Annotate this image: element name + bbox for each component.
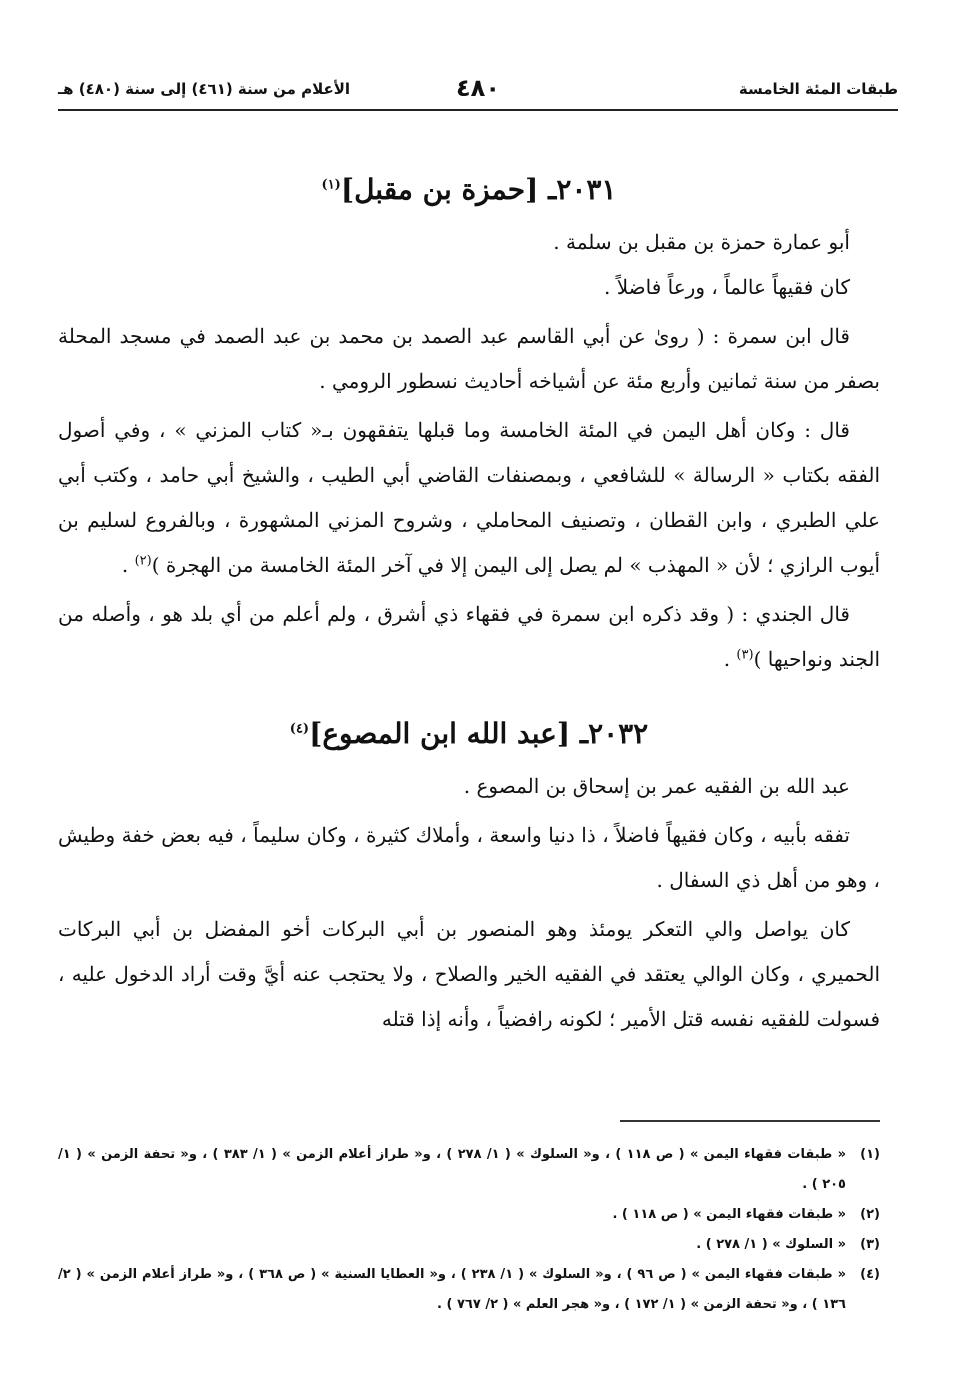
footnote-number: (٤)	[860, 1267, 880, 1282]
paragraph: كان يواصل والي التعكر يومئذ وهو المنصور بن أبي البركات أخو المفضل بن أبي البركات الحميري ، وكان الوالي يعتقد في الفقيه الخير والصلاح ، ولا يحتجب عنه أيَّ وقت أراد الدخول عليه ، فسولت للفقيه نفسه قتل الأمير ؛ لكونه رافضياً ، وأنه إذا قتله	[58, 917, 880, 1031]
footnote	[58, 1260, 880, 1320]
footnote-ref: (٤)	[289, 721, 310, 737]
entry-line: عبد الله بن الفقيه عمر بن إسحاق بن المصوع .	[463, 774, 850, 798]
paragraph: قال ابن سمرة : ( روىٰ عن أبي القاسم عبد الصمد بن محمد بن عبد الصمد في مسجد المحلة بصفر من سنة ثمانين وأربع مئة عن أشياخه أحاديث نسطور الرومي .	[58, 324, 880, 393]
header-book-title: طبقات المئة الخامسة	[738, 80, 898, 98]
entry-title: ٢٠٣١ـ [حمزة بن مقبل]$^{(١)}$	[321, 173, 617, 206]
page-number: ٤٨٠	[456, 74, 500, 102]
entry-line: أبو عمارة حمزة بن مقبل بن سلمة .	[553, 230, 850, 254]
paragraph: قال الجندي : ( وقد ذكره ابن سمرة في فقهاء ذي أشرق ، ولم أعلم من أي بلد هو ، وأصله من الجند ونواحيها )$^{(٣)}$ .	[58, 602, 880, 671]
footnote-ref: (٢)	[134, 553, 152, 569]
footnote-text: « السلوك » ( ١/ ٢٧٨ ) .	[696, 1237, 846, 1252]
paragraph: تفقه بأبيه ، وكان فقيهاً فاضلاً ، ذا دنيا واسعة ، وأملاك كثيرة ، وكان سليماً ، فيه بعض خفة وطيش ، وهو من أهل ذي السفال .	[58, 823, 880, 892]
footnote-text: « طبقات فقهاء اليمن » ( ص ١١٨ ) .	[612, 1207, 846, 1222]
footnote-ref: (٣)	[736, 647, 754, 663]
main-text	[58, 160, 880, 1042]
footnote-number: (٣)	[860, 1237, 880, 1252]
header-divider	[58, 109, 898, 111]
footnote-ref: (١)	[321, 177, 341, 193]
footnote	[58, 1200, 880, 1230]
running-header	[58, 70, 898, 106]
footnotes	[58, 1140, 880, 1320]
footnote-number: (١)	[860, 1147, 880, 1162]
footnote	[58, 1140, 880, 1200]
footnote-text: « طبقات فقهاء اليمن » ( ص ٩٦ ) ، و« السلوك » ( ١/ ٢٣٨ ) ، و« العطايا السنية » ( ص ٣٦٨ ) ، و« طراز أعلام الزمن » ( ٢/ ١٣٦ ) ، و« تحفة الزمن » ( ١/ ١٧٢ ) ، و« هجر العلم » ( ٢/ ٧٦٧ ) .	[58, 1267, 847, 1312]
entry-title: ٢٠٣٢ـ [عبد الله ابن المصوع]$^{(٤)}$	[289, 717, 649, 750]
entry-line: كان فقيهاً عالماً ، ورعاً فاضلاً .	[604, 275, 850, 299]
header-section-title: الأعلام من سنة (٤٦١) إلى سنة (٤٨٠) هـ	[58, 80, 351, 98]
footnote-divider	[620, 1120, 880, 1122]
paragraph: قال : وكان أهل اليمن في المئة الخامسة وما قبلها يتفقهون بـ« كتاب المزني » ، وفي أصول الفقه بكتاب « الرسالة » للشافعي ، وبمصنفات القاضي أبي الطيب ، والشيخ أبي حامد ، وكتب أبي علي الطبري ، وابن القطان ، وتصنيف المحاملي ، وشروح المزني المشهورة ، وبالفروع لسليم بن أيوب الرازي ؛ لأن « المهذب » لم يصل إلى اليمن إلا في آخر المئة الخامسة من الهجرة )$^{(٢)}$ .	[58, 418, 880, 577]
footnote-text: « طبقات فقهاء اليمن » ( ص ١١٨ ) ، و« السلوك » ( ١/ ٢٧٨ ) ، و« طراز أعلام الزمن » ( ١/ ٣٨٣ ) ، و« تحفة الزمن » ( ١/ ٢٠٥ ) .	[58, 1147, 847, 1192]
footnote	[58, 1230, 880, 1260]
footnote-number: (٢)	[860, 1207, 880, 1222]
